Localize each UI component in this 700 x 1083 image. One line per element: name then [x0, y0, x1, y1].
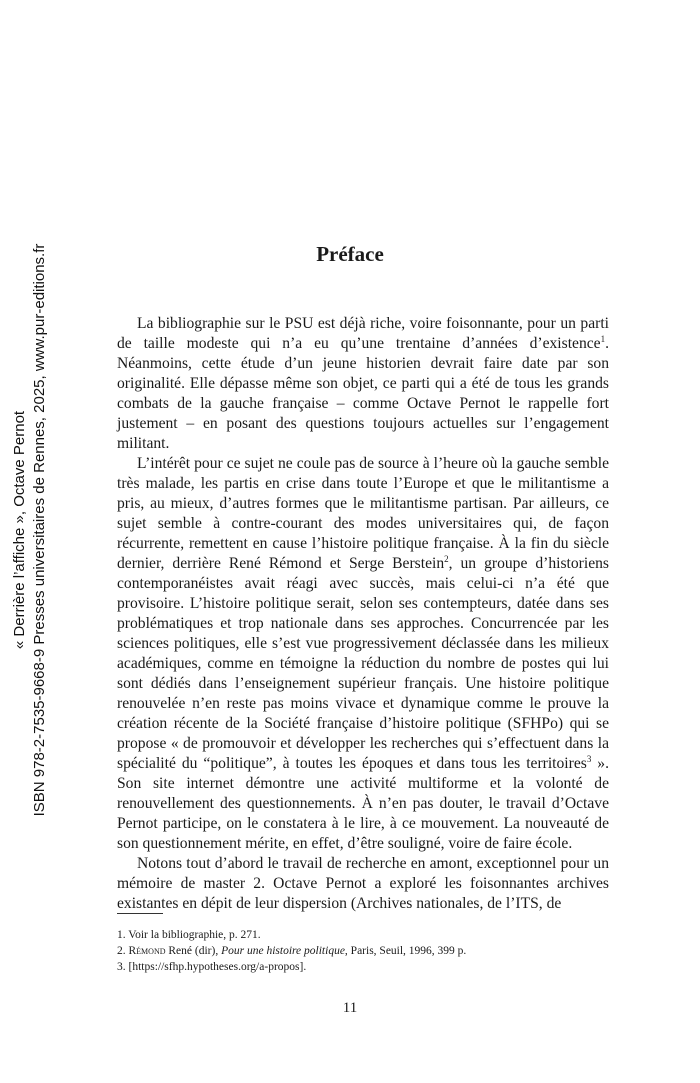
paragraph-2-text-b: , un groupe d’historiens contemporanéistes avait réagi avec succès, mais celui-ci n’a été que provisoire. L’histoire politique serait, selon ses contempteurs, datée dans ses problématiques et trop nationale dans ses approches. Concurrencée par les sciences politiques, elle s’est vue progressivement déclassée dans les milieux académiques, comme en témoigne la réduction du nombre de postes qui lui sont dédiés dans l’enseignement supérieur français. Une histoire politique renouvelée n’en reste pas moins vivace et dynamique comme le prouve la création récente de la Société française d’histoire politique (SFHPo) qui se propose « de promouvoir et développer les recherches qui s’effectuent dans la spécialité du “politique”, à toutes les époques et dans tous les territoires [117, 555, 609, 772]
footnote-ref-2: 2 [444, 554, 449, 564]
footnote-2-rest: René (dir), [165, 945, 222, 957]
page-number: 11 [342, 1000, 358, 1016]
paragraph-2-text-a: L’intérêt pour ce sujet ne coule pas de source à l’heure où la gauche semble très malade, les partis en crise dans toute l’Europe et que le militantisme a pris, au mieux, d’autres formes que le militantisme partisan. Par ailleurs, ce sujet semble à contre-courant des modes universitaires qui, de façon récurrente, remettent en cause l’histoire politique française. À la fin du siècle dernier, derrière René Rémond et Serge Berstein [117, 455, 609, 572]
paragraph-2 [117, 454, 609, 854]
footnote-3: 3. [https://sfhp.hypotheses.org/a-propos]. [117, 961, 307, 973]
page-title: Préface [316, 242, 384, 266]
footnote-2-title: Pour une histoire politique [221, 945, 345, 957]
body-text [117, 314, 609, 914]
side-citation [10, 0, 50, 1060]
paragraph-1-text-b: . Néanmoins, cette étude d’un jeune historien devrait faire date par son originalité. Elle dépasse même son objet, ce parti qui a été de tous les grands combats de la gauche française – comme Octave Pernot le rappelle fort justement – en posant des questions toujours actuelles sur l’engagement militant. [117, 335, 609, 452]
paragraph-2-text-c: ». Son site internet démontre une activité multiforme et la volonté de renouvellement des questionnements. À n’en pas douter, le travail d’Octave Pernot participe, on le constatera à le lire, à ce mouvement. La nouveauté de son questionnement mérite, en effet, d’être souligné, voire de faire école. [117, 755, 610, 852]
footnote-2-author: Rémond [128, 945, 166, 957]
paragraph-1-text-a: La bibliographie sur le PSU est déjà riche, voire foisonnante, pour un parti de taille modeste qui n’a eu qu’une trentaine d’années d’existence [117, 315, 609, 352]
footnote-ref-3: 3 [586, 754, 592, 764]
footnote-2-num: 2. [117, 945, 129, 957]
footnote-rule [117, 913, 163, 914]
paragraph-1 [117, 314, 609, 454]
paragraph-3: Notons tout d’abord le travail de recherche en amont, exceptionnel pour un mémoire de master 2. Octave Pernot a exploré les foisonnantes archives existantes en dépit de leur dispersion (Archives nationales, de l’ITS, de [117, 855, 609, 912]
footnote-1: 1. Voir la bibliographie, p. 271. [117, 929, 261, 941]
side-citation-line2: ISBN 978-2-7535-9668-9 Presses universitaires de Rennes, 2025, www.pur-editions.fr [31, 243, 48, 817]
footnotes [117, 927, 609, 975]
footnote-2-end: , Paris, Seuil, 1996, 399 p. [344, 945, 467, 957]
side-citation-line1: « Derrière l’affiche », Octave Pernot [11, 410, 28, 650]
footnote-ref-1: 1 [600, 334, 606, 344]
footnote-2 [117, 943, 609, 959]
